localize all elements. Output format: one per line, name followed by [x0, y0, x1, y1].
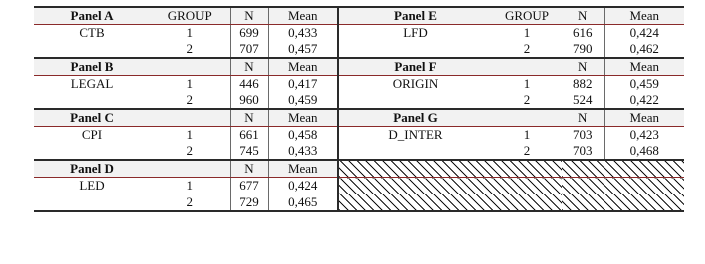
hatched-empty-cell [492, 194, 562, 211]
hatched-empty-cell [492, 160, 562, 178]
hatched-empty-cell [492, 178, 562, 195]
panel-c-title: Panel C [34, 109, 150, 127]
group-cell: 2 [186, 92, 193, 107]
table-row [34, 92, 684, 109]
hatched-empty-cell [338, 160, 492, 178]
n-header: N [230, 160, 268, 178]
mean-header: Mean [604, 7, 684, 25]
mean-cell: 0,465 [268, 194, 338, 211]
table-row [34, 194, 684, 211]
group-cell: 2 [186, 143, 193, 158]
panel-header-row [34, 7, 684, 25]
panel-f-variable: ORIGIN [338, 76, 492, 93]
n-cell: 703 [573, 127, 593, 142]
group-cell: 2 [186, 41, 193, 56]
group-cell: 2 [150, 194, 230, 211]
group-cell: 1 [523, 25, 531, 40]
empty-cell [150, 109, 230, 127]
mean-cell: 0,468 [604, 143, 684, 160]
mean-cell: 0,462 [604, 41, 684, 58]
n-cell: 703 [573, 143, 593, 158]
hatched-empty-cell [562, 160, 604, 178]
empty-cell [338, 92, 492, 109]
empty-cell [34, 41, 150, 58]
hatched-empty-cell [604, 160, 684, 178]
table-row [34, 76, 684, 93]
n-header: N [230, 7, 268, 25]
empty-cell [34, 92, 150, 109]
panel-d-title: Panel D [34, 160, 150, 178]
n-cell: 882 [573, 76, 593, 91]
panel-c-variable: CPI [81, 127, 103, 142]
group-cell: 1 [186, 178, 193, 193]
group-statistics-table [34, 6, 684, 212]
empty-cell [338, 143, 492, 160]
hatched-empty-cell [338, 178, 492, 195]
n-cell: 524 [573, 92, 593, 107]
empty-cell [34, 143, 150, 160]
group-header: GROUP [150, 7, 230, 25]
hatched-empty-cell [604, 194, 684, 211]
panel-e-variable: LFD [338, 25, 492, 42]
group-cell: 2 [523, 92, 531, 107]
table-row [34, 143, 684, 160]
hatched-empty-cell [604, 178, 684, 195]
empty-cell [492, 109, 562, 127]
panel-header-row [34, 58, 684, 76]
n-cell: 790 [573, 41, 593, 56]
n-header: N [230, 109, 268, 127]
empty-cell [338, 41, 492, 58]
mean-header: Mean [604, 109, 684, 127]
group-cell: 2 [523, 41, 531, 56]
n-cell: 616 [573, 25, 593, 40]
n-cell: 446 [230, 76, 268, 93]
mean-header: Mean [268, 58, 338, 76]
hatched-empty-cell [562, 194, 604, 211]
empty-cell [150, 160, 230, 178]
hatched-empty-cell [338, 194, 492, 211]
mean-header: Mean [604, 58, 684, 76]
mean-cell: 0,417 [268, 76, 338, 93]
mean-cell: 0,459 [604, 76, 684, 93]
mean-cell: 0,459 [268, 92, 338, 109]
panel-b-title: Panel B [34, 58, 150, 76]
table-row [34, 41, 684, 58]
panel-g-title: Panel G [338, 109, 492, 127]
panel-a-variable: CTB [79, 25, 105, 40]
group-cell: 1 [523, 127, 531, 142]
empty-cell [492, 58, 562, 76]
group-cell: 2 [523, 143, 531, 158]
group-header: GROUP [492, 7, 562, 25]
panel-b-variable: LEGAL [70, 76, 114, 91]
mean-cell: 0,433 [268, 25, 338, 42]
n-cell: 677 [230, 178, 268, 195]
mean-header: Mean [268, 160, 338, 178]
n-cell: 661 [230, 127, 268, 144]
n-header: N [562, 109, 604, 127]
n-cell: 707 [230, 41, 268, 58]
mean-cell: 0,457 [268, 41, 338, 58]
mean-header: Mean [268, 109, 338, 127]
panel-f-title: Panel F [338, 58, 492, 76]
mean-cell: 0,458 [268, 127, 338, 144]
empty-cell [34, 194, 150, 211]
n-header: N [562, 58, 604, 76]
mean-cell: 0,424 [268, 178, 338, 195]
mean-cell: 0,423 [604, 127, 684, 144]
n-cell: 745 [230, 143, 268, 160]
panel-g-variable: D_INTER [338, 127, 492, 144]
mean-cell: 0,422 [604, 92, 684, 109]
empty-cell [150, 58, 230, 76]
group-cell: 1 [186, 25, 193, 40]
table-row [34, 178, 684, 195]
n-cell: 699 [230, 25, 268, 42]
panel-a-title: Panel A [34, 7, 150, 25]
panel-d-variable: LED [79, 178, 105, 193]
group-cell: 1 [186, 76, 193, 91]
n-header: N [562, 7, 604, 25]
table-row [34, 25, 684, 42]
mean-cell: 0,433 [268, 143, 338, 160]
table-row [34, 127, 684, 144]
panel-header-row [34, 160, 684, 178]
group-cell: 1 [186, 127, 193, 142]
n-cell: 729 [230, 194, 268, 211]
mean-cell: 0,424 [604, 25, 684, 42]
mean-header: Mean [268, 7, 338, 25]
panel-header-row [34, 109, 684, 127]
n-header: N [230, 58, 268, 76]
hatched-empty-cell [562, 178, 604, 195]
n-cell: 960 [230, 92, 268, 109]
panel-e-title: Panel E [338, 7, 492, 25]
group-cell: 1 [523, 76, 531, 91]
